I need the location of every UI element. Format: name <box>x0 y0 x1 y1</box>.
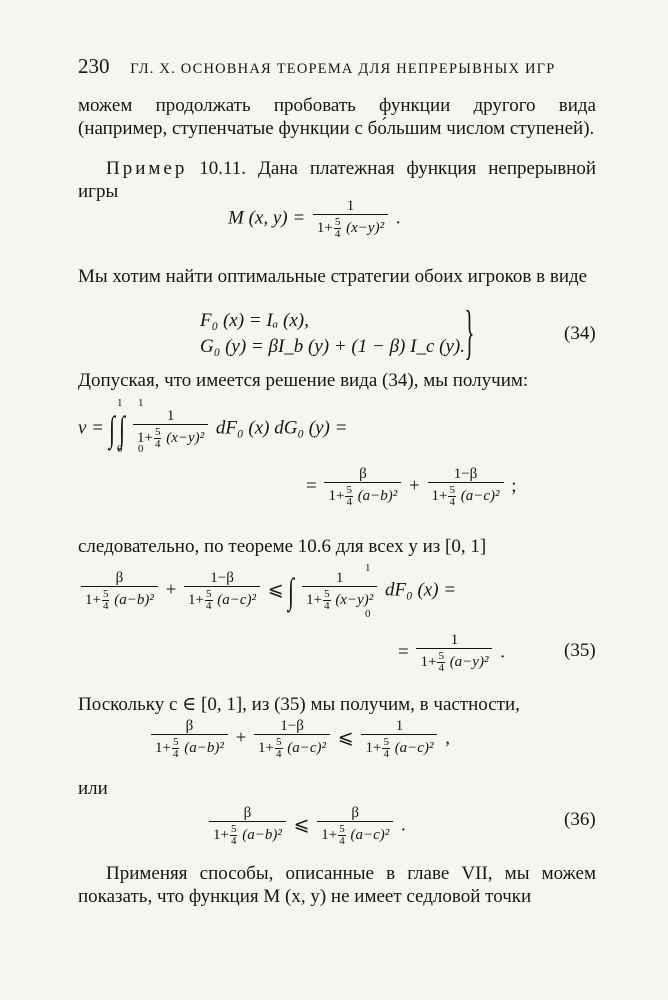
denominator <box>317 821 393 847</box>
one-plus: 1+ <box>137 429 153 446</box>
denominator <box>184 586 260 612</box>
paragraph-strategies: Мы хотим найти оптимальные стратегии обоих игроков в виде <box>78 266 588 287</box>
denominator <box>324 482 401 508</box>
four: 4 <box>449 496 455 508</box>
den-ay: (a−y)² <box>449 653 489 670</box>
period: . <box>500 641 505 663</box>
denominator <box>254 734 330 760</box>
right-brace: } <box>464 299 475 365</box>
period: . <box>401 814 406 836</box>
numerator: 1−β <box>210 570 234 586</box>
paragraph-assume: Допуская, что имеется решение вида (34), мы получим: <box>78 370 529 391</box>
five: 5 <box>383 736 389 748</box>
five: 5 <box>276 736 282 748</box>
five-fourths <box>345 485 353 508</box>
payoff-lhs: M (x, y) = <box>228 207 306 229</box>
numerator: β <box>243 805 252 821</box>
inequality-35 <box>78 570 456 612</box>
beta-fraction <box>324 466 401 508</box>
strategy-G0 <box>200 336 465 358</box>
example-label: Пример <box>106 158 188 179</box>
five: 5 <box>438 650 444 662</box>
den-xy: (x−y)² <box>335 591 374 608</box>
four: 4 <box>276 748 282 760</box>
five: 5 <box>102 588 109 600</box>
numerator: 1 <box>346 198 355 214</box>
den-ab: (a−b)² <box>114 591 154 608</box>
running-title: ГЛ. X. ОСНОВНАЯ ТЕОРЕМА ДЛЯ НЕПРЕРЫВНЫХ ИГР <box>130 61 556 77</box>
integral-sign: ∫ <box>288 571 295 611</box>
one-minus-beta-fraction <box>428 466 504 508</box>
equation-number-34: (34) <box>564 323 596 344</box>
four: 4 <box>438 662 444 674</box>
paragraph-theorem: следовательно, по теореме 10.6 для всех y из [0, 1] <box>78 536 487 557</box>
four: 4 <box>230 835 237 847</box>
period: . <box>395 207 401 229</box>
numerator: β <box>351 805 360 821</box>
paragraph-final: Применяя способы, описанные в главе VII, мы можем показать, что функция M (x, y) не имеет седловой точки <box>78 863 596 907</box>
den-ac: (a−c)² <box>287 739 327 756</box>
five: 5 <box>230 823 237 835</box>
numerator: β <box>185 718 194 734</box>
numerator: β <box>115 570 124 586</box>
five: 5 <box>206 588 212 600</box>
example-text: 10.11. Дана платежная функция непрерывной игры <box>78 158 596 202</box>
one-plus: 1+ <box>316 219 333 236</box>
denominator <box>416 648 492 674</box>
five-fourths <box>448 485 456 508</box>
denominator <box>209 821 286 847</box>
five-fourths <box>323 589 331 612</box>
one-minus-beta-fraction <box>254 718 330 760</box>
five-fourths <box>205 589 213 612</box>
semicolon: ; <box>511 475 517 497</box>
numerator: 1 <box>166 408 175 424</box>
four: 4 <box>206 600 212 612</box>
integral-sign: ∫ <box>119 409 126 449</box>
plus: + <box>165 579 177 601</box>
v-lhs: v = <box>78 417 105 439</box>
numerator: 1 <box>450 632 459 648</box>
less-or-equal: ⩽ <box>293 814 310 836</box>
one-plus: 1+ <box>258 739 275 756</box>
kernel-fraction <box>133 408 208 450</box>
payoff-formula <box>228 198 401 240</box>
equals: = <box>398 641 409 663</box>
beta-fraction <box>317 805 393 847</box>
one-plus: 1+ <box>213 826 229 843</box>
paragraph-example <box>78 157 596 203</box>
denominator <box>313 214 388 240</box>
comma: , <box>445 727 450 749</box>
den-xy: (x−y)² <box>166 429 205 446</box>
five: 5 <box>346 484 352 496</box>
denominator <box>151 734 228 760</box>
less-or-equal: ⩽ <box>337 727 354 749</box>
one-minus-beta-fraction <box>184 570 260 612</box>
denominator <box>133 424 208 450</box>
five-fourths <box>275 737 283 760</box>
one-plus: 1+ <box>431 487 448 504</box>
four: 4 <box>339 835 345 847</box>
paragraph-since: Поскольку c ∈ [0, 1], из (35) мы получим, в частности, <box>78 694 520 715</box>
kernel-fraction <box>302 570 377 612</box>
one-plus: 1+ <box>85 591 101 608</box>
inequality-36 <box>206 805 406 847</box>
four: 4 <box>346 496 352 508</box>
inequality-35-rhs <box>398 632 505 674</box>
beta-fraction <box>81 570 158 612</box>
numerator: 1−β <box>453 466 478 482</box>
integral-lower-limit: 0 <box>138 443 144 455</box>
five: 5 <box>324 588 330 600</box>
integral-sign: ∫ <box>108 409 115 449</box>
den-ab: (a−b)² <box>184 739 224 756</box>
dF0: dF₀ (x) = <box>385 579 457 601</box>
numerator: 1 <box>335 570 344 586</box>
numerator: 1 <box>395 718 404 734</box>
one-plus: 1+ <box>321 826 338 843</box>
integral-upper-limit: 1 <box>365 562 371 574</box>
equals: = <box>306 475 317 497</box>
four: 4 <box>154 438 161 450</box>
one-plus: 1+ <box>188 591 205 608</box>
five-fourths <box>338 824 346 847</box>
running-header <box>78 54 598 79</box>
payoff-fraction <box>313 198 388 240</box>
den-ac: (a−c)² <box>350 826 390 843</box>
integral-lower-limit: 0 <box>365 608 371 620</box>
beta-fraction <box>209 805 286 847</box>
one-plus: 1+ <box>155 739 171 756</box>
less-or-equal: ⩽ <box>267 579 284 601</box>
numerator: 1−β <box>280 718 304 734</box>
one-plus: 1+ <box>306 591 323 608</box>
five-fourths <box>437 651 445 674</box>
numerator: β <box>359 466 367 482</box>
four: 4 <box>324 600 330 612</box>
integral-lower-limit: 0 <box>117 443 123 455</box>
equation-number-35: (35) <box>564 640 596 661</box>
integral-upper-limit: 1 <box>138 397 144 409</box>
dF-dG: dF₀ (x) dG₀ (y) = <box>215 417 348 439</box>
one-plus: 1+ <box>420 653 437 670</box>
five-fourths <box>172 737 180 760</box>
strategy-F0 <box>200 310 309 332</box>
five-fourths <box>382 737 390 760</box>
plus: + <box>235 727 247 749</box>
four: 4 <box>102 600 109 612</box>
den-ac: (a−c)² <box>394 739 434 756</box>
F0-def: F₀ (x) = Iₐ (x), <box>200 310 309 331</box>
G0-def: G₀ (y) = βI_b (y) + (1 − β) I_c (y). <box>200 336 465 357</box>
paragraph-or: или <box>78 778 108 799</box>
denominator <box>81 586 158 612</box>
five: 5 <box>154 426 161 438</box>
paragraph-1: можем продолжать пробовать функции другого вида (например, ступенчатые функции с бо́льшим числом ступеней). <box>78 95 596 139</box>
page-number: 230 <box>78 54 110 78</box>
den-ab: (a−b)² <box>242 826 282 843</box>
five-fourths <box>230 824 238 847</box>
inequality-c <box>148 718 450 760</box>
den-ac: (a−c)² <box>460 487 500 504</box>
den-xy: (x−y)² <box>346 219 385 236</box>
den-ac: (a−c)² <box>217 591 257 608</box>
five: 5 <box>339 823 345 835</box>
four: 4 <box>334 228 341 240</box>
five-fourths <box>154 427 162 450</box>
five: 5 <box>449 484 455 496</box>
five: 5 <box>172 736 179 748</box>
integral-upper-limit: 1 <box>117 397 123 409</box>
four: 4 <box>172 748 179 760</box>
one-plus: 1+ <box>365 739 382 756</box>
den-ab: (a−b)² <box>357 487 398 504</box>
five: 5 <box>334 216 341 228</box>
one-plus: 1+ <box>328 487 345 504</box>
plus: + <box>409 475 420 497</box>
ac-fraction <box>361 718 437 760</box>
equation-number-36: (36) <box>564 809 596 830</box>
five-fourths <box>334 217 342 240</box>
five-fourths <box>102 589 110 612</box>
four: 4 <box>383 748 389 760</box>
ay-fraction <box>416 632 492 674</box>
denominator <box>361 734 437 760</box>
beta-fraction <box>151 718 228 760</box>
denominator <box>428 482 504 508</box>
value-result <box>306 466 517 508</box>
